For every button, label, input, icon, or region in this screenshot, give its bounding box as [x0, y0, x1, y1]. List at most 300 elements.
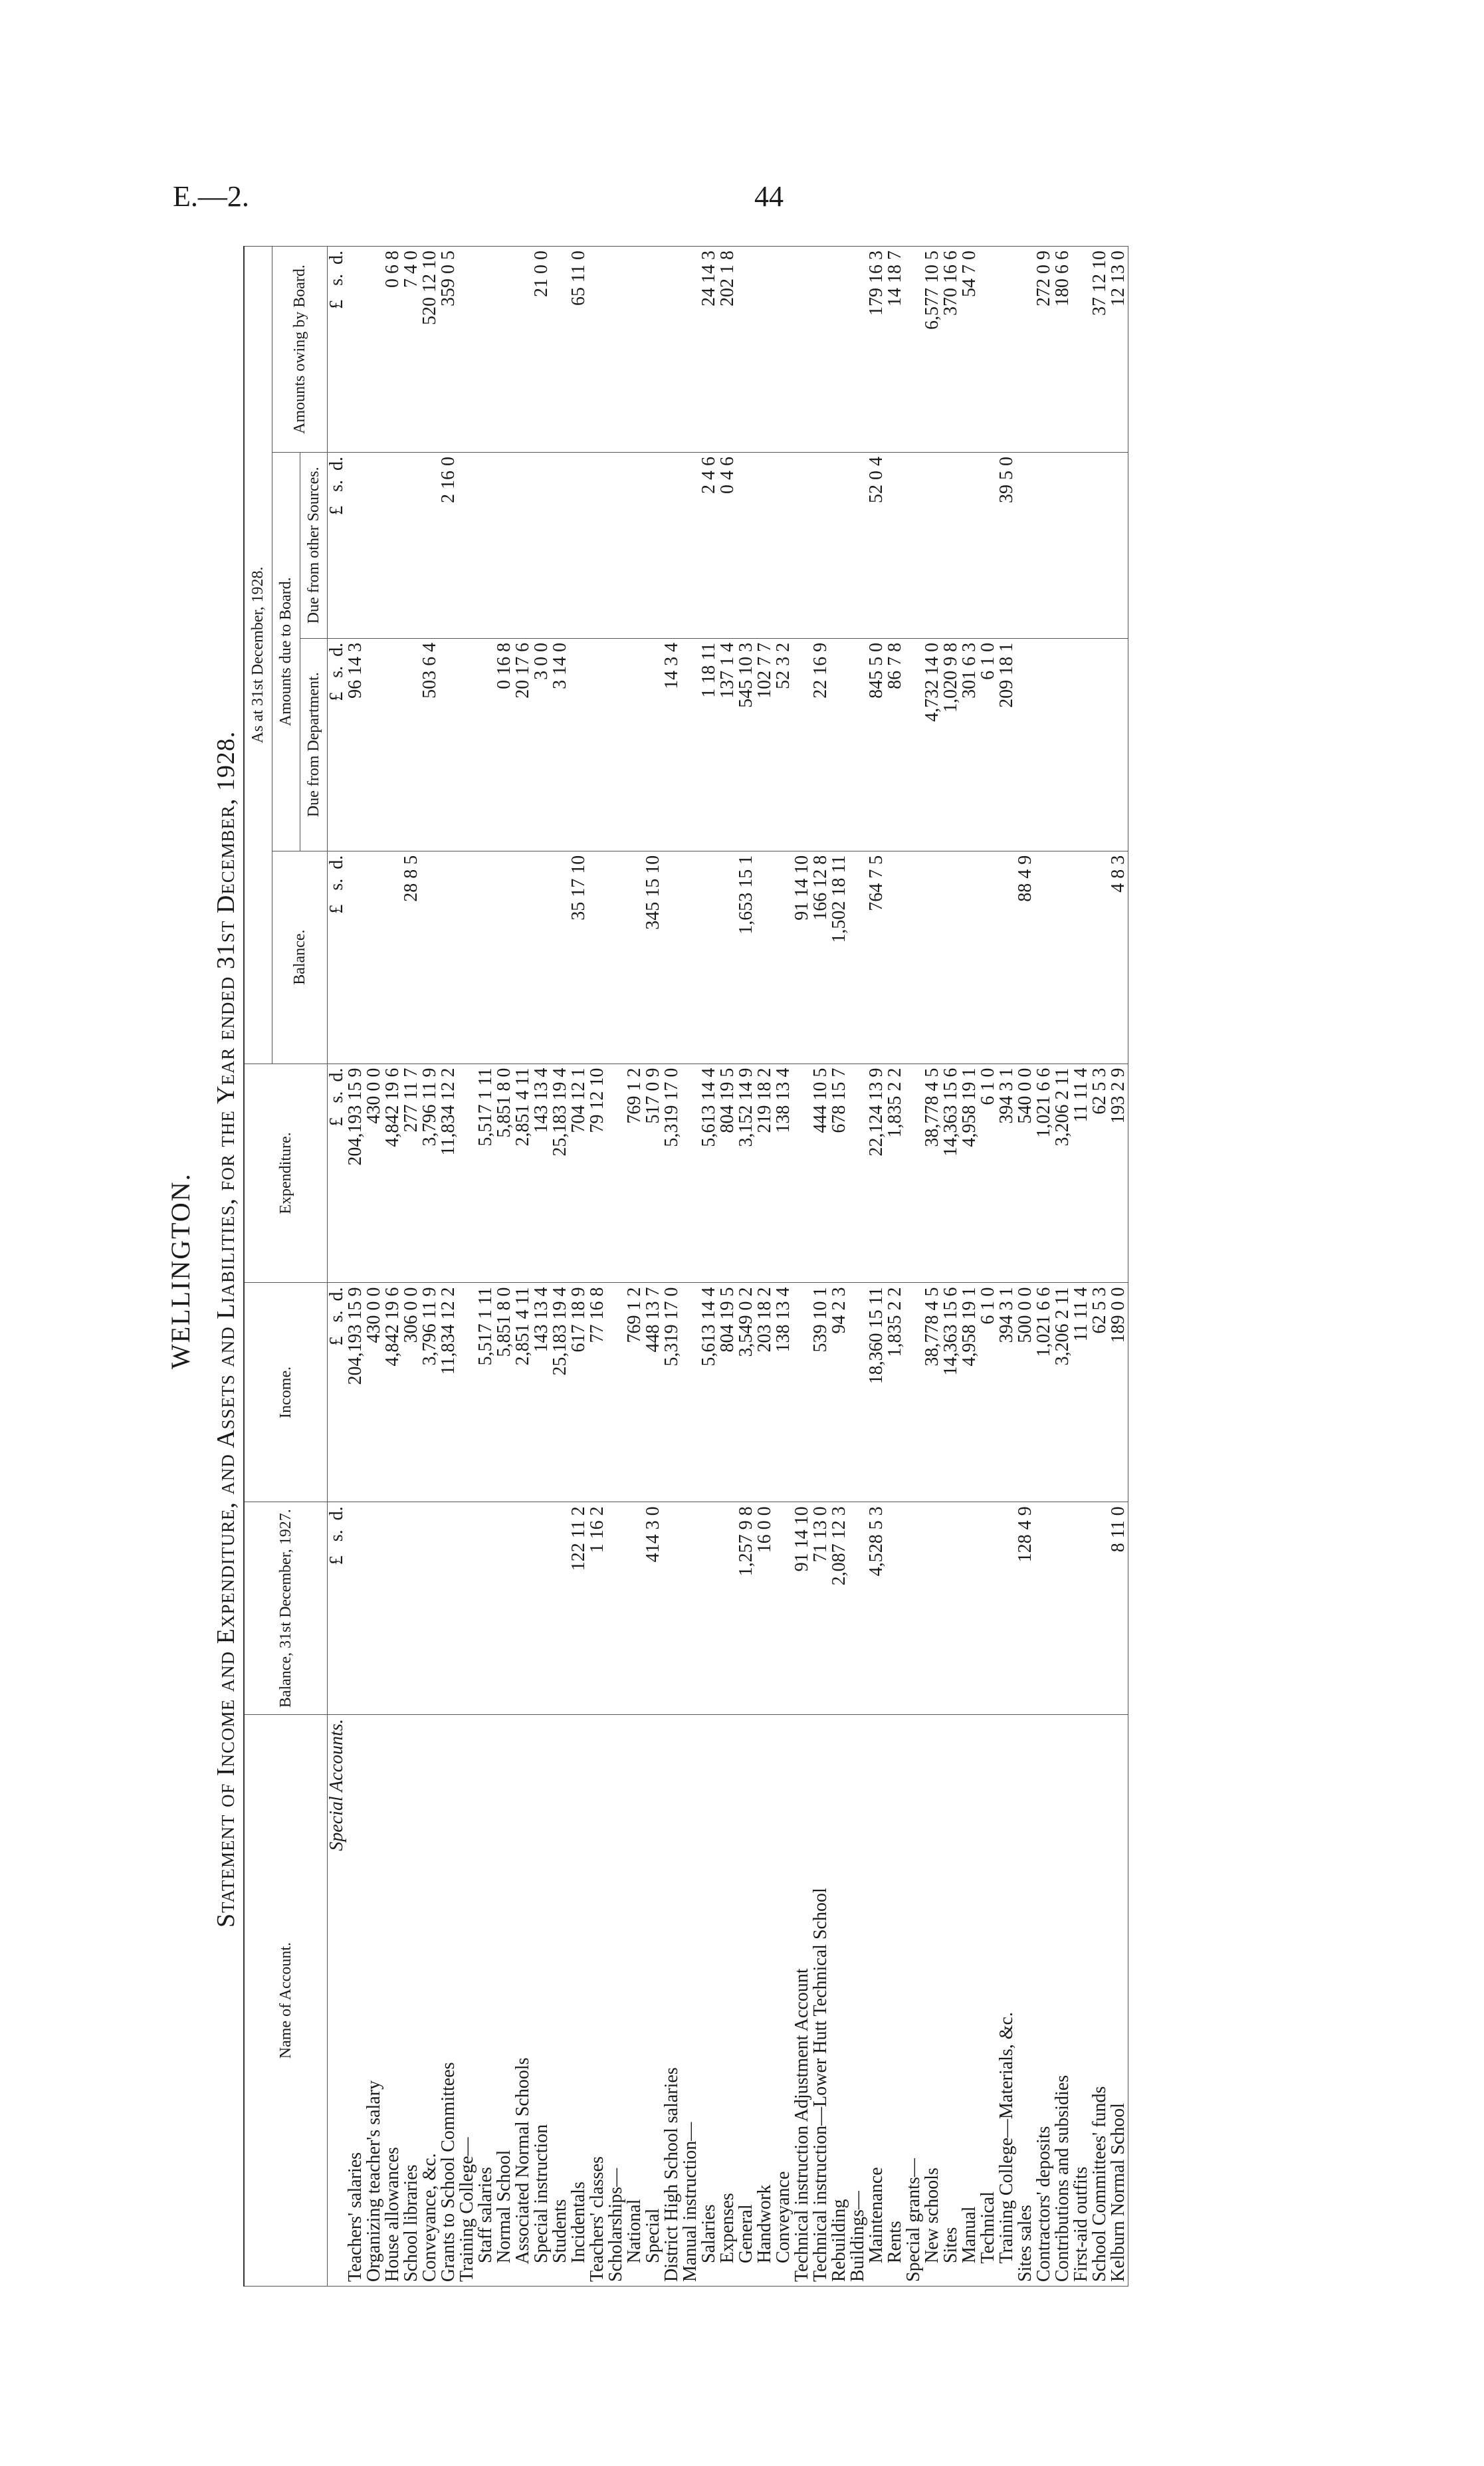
amount-cell-b27 [551, 1502, 570, 1715]
amount-cell-owe [793, 247, 811, 453]
amount-cell-owe: 65 11 0 [570, 247, 588, 453]
amount-cell-dep [365, 638, 383, 851]
amount-cell-owe [1016, 247, 1035, 453]
col-balance-header: Balance. [272, 851, 328, 1064]
amount-cell-b27 [607, 1502, 625, 1715]
amount-cell-inc: 539 10 1 [811, 1283, 830, 1502]
amount-cell-owe [998, 247, 1016, 453]
amount-cell-inc: 14,363 15 6 [942, 1283, 960, 1502]
account-name: District High School salaries [663, 1715, 681, 2287]
amount-cell-b27: 16 0 0 [756, 1502, 774, 1715]
amount-cell-bal [960, 851, 979, 1064]
account-name: Training College—Materials, &c. [998, 1715, 1016, 2287]
amount-cell-oth [1035, 452, 1053, 638]
table-row [979, 247, 998, 2287]
amount-cell-owe [644, 247, 663, 453]
amount-cell-b27 [1053, 1502, 1072, 1715]
amount-cell-owe [681, 247, 700, 453]
amount-cell-b27 [458, 1502, 477, 1715]
amount-cell-b27 [998, 1502, 1016, 1715]
unit-cell: £ s. d. [328, 851, 347, 1064]
amount-cell-exp: 204,193 15 9 [346, 1064, 365, 1283]
accounts-table [243, 246, 1128, 2287]
amount-cell-bal [1091, 851, 1109, 1064]
table-row [402, 247, 421, 2287]
amount-cell-inc: 4,958 19 1 [960, 1283, 979, 1502]
page-header-left: E.—2. [173, 180, 249, 213]
amount-cell-exp: 2,851 4 11 [514, 1064, 532, 1283]
amount-cell-owe [607, 247, 625, 453]
account-name: Special [644, 1715, 663, 2287]
amount-cell-owe [811, 247, 830, 453]
amount-cell-exp [458, 1064, 477, 1283]
amount-cell-oth [514, 452, 532, 638]
amount-cell-bal [904, 851, 923, 1064]
amount-cell-exp: 11 11 4 [1072, 1064, 1091, 1283]
amount-cell-bal [365, 851, 383, 1064]
amount-cell-inc [607, 1283, 625, 1502]
amount-cell-b27 [1072, 1502, 1091, 1715]
amount-cell-bal [663, 851, 681, 1064]
account-name: Kelburn Normal School [1109, 1715, 1128, 2287]
table-row [904, 247, 923, 2287]
amount-cell-bal [439, 851, 458, 1064]
amount-cell-exp: 62 5 3 [1091, 1064, 1109, 1283]
amount-cell-oth [960, 452, 979, 638]
amount-cell-b27 [421, 1502, 439, 1715]
account-name: School Committees' funds [1091, 1715, 1109, 2287]
amount-cell-exp: 277 11 7 [402, 1064, 421, 1283]
amount-cell-exp: 517 0 9 [644, 1064, 663, 1283]
amount-cell-b27 [886, 1502, 904, 1715]
amount-cell-bal [1053, 851, 1072, 1064]
amount-cell-b27 [718, 1502, 737, 1715]
amount-cell-owe [904, 247, 923, 453]
units-row [328, 247, 347, 2287]
col-income-header: Income. [244, 1283, 328, 1502]
amount-cell-bal [1035, 851, 1053, 1064]
amount-cell-oth [607, 452, 625, 638]
account-name: National [625, 1715, 644, 2287]
account-name: Associated Normal Schools [514, 1715, 532, 2287]
account-name: Rents [886, 1715, 904, 2287]
amount-cell-exp [607, 1064, 625, 1283]
amount-cell-bal: 345 15 10 [644, 851, 663, 1064]
table-row [421, 247, 439, 2287]
amount-cell-oth [625, 452, 644, 638]
amount-cell-bal [625, 851, 644, 1064]
amount-cell-exp: 804 19 5 [718, 1064, 737, 1283]
account-name: Expenses [718, 1715, 737, 2287]
amount-cell-bal: 88 4 9 [1016, 851, 1035, 1064]
amount-cell-bal [458, 851, 477, 1064]
amount-cell-dep: 503 6 4 [421, 638, 439, 851]
amount-cell-bal [700, 851, 718, 1064]
amount-cell-bal [551, 851, 570, 1064]
amount-cell-oth [402, 452, 421, 638]
amount-cell-owe: 0 6 8 [383, 247, 402, 453]
amount-cell-inc: 94 2 3 [830, 1283, 849, 1502]
amount-cell-dep: 14 3 4 [663, 638, 681, 851]
table-row [532, 247, 551, 2287]
amount-cell-exp: 4,842 19 6 [383, 1064, 402, 1283]
amount-cell-oth [663, 452, 681, 638]
amount-cell-dep [849, 638, 867, 851]
amount-cell-owe [1072, 247, 1091, 453]
amount-cell-exp: 5,851 8 0 [495, 1064, 514, 1283]
amount-cell-owe [514, 247, 532, 453]
amount-cell-inc: 5,319 17 0 [663, 1283, 681, 1502]
amount-cell-owe: 272 0 9 [1035, 247, 1053, 453]
amount-cell-bal [998, 851, 1016, 1064]
unit-cell: £ s. d. [328, 1283, 347, 1502]
amount-cell-dep: 0 16 8 [495, 638, 514, 851]
amount-cell-oth [532, 452, 551, 638]
amount-cell-bal: 764 7 5 [867, 851, 886, 1064]
amount-cell-b27 [532, 1502, 551, 1715]
amount-cell-dep [588, 638, 607, 851]
amount-cell-dep [439, 638, 458, 851]
amount-cell-inc: 804 19 5 [718, 1283, 737, 1502]
amount-cell-inc: 62 5 3 [1091, 1283, 1109, 1502]
table-row [718, 247, 737, 2287]
amount-cell-owe [551, 247, 570, 453]
accounts-table-rotated [243, 246, 1323, 2287]
amount-cell-oth: 52 0 4 [867, 452, 886, 638]
table-row [942, 247, 960, 2287]
amount-cell-bal [607, 851, 625, 1064]
amount-cell-owe [477, 247, 495, 453]
account-name: Scholarships— [607, 1715, 625, 2287]
amount-cell-inc [681, 1283, 700, 1502]
amount-cell-bal [1072, 851, 1091, 1064]
amount-cell-exp: 1,835 2 2 [886, 1064, 904, 1283]
table-row [774, 247, 793, 2287]
amount-cell-inc [904, 1283, 923, 1502]
amount-cell-b27 [346, 1502, 365, 1715]
amount-cell-exp: 3,152 14 9 [737, 1064, 756, 1283]
amount-cell-exp: 1,021 6 6 [1035, 1064, 1053, 1283]
amount-cell-bal [514, 851, 532, 1064]
table-row [477, 247, 495, 2287]
amount-cell-dep: 545 10 3 [737, 638, 756, 851]
amount-cell-b27: 2,087 12 3 [830, 1502, 849, 1715]
amount-cell-inc: 6 1 0 [979, 1283, 998, 1502]
amount-cell-dep [1109, 638, 1128, 851]
amount-cell-dep: 4,732 14 0 [923, 638, 942, 851]
amount-cell-exp: 11,834 12 2 [439, 1064, 458, 1283]
amount-cell-exp [793, 1064, 811, 1283]
amount-cell-inc: 5,517 1 11 [477, 1283, 495, 1502]
amount-cell-oth [1053, 452, 1072, 638]
amount-cell-exp: 540 0 0 [1016, 1064, 1035, 1283]
amount-cell-owe: 359 0 5 [439, 247, 458, 453]
amount-cell-exp: 704 12 1 [570, 1064, 588, 1283]
amount-cell-b27 [495, 1502, 514, 1715]
unit-cell: £ s. d. [328, 247, 347, 453]
amount-cell-owe: 12 13 0 [1109, 247, 1128, 453]
amount-cell-dep [644, 638, 663, 851]
amount-cell-b27 [960, 1502, 979, 1715]
table-row [1035, 247, 1053, 2287]
amount-cell-oth [1072, 452, 1091, 638]
amount-cell-owe [458, 247, 477, 453]
amount-cell-bal [421, 851, 439, 1064]
table-row [495, 247, 514, 2287]
amount-cell-oth [1016, 452, 1035, 638]
table-row [1016, 247, 1035, 2287]
amount-cell-b27: 128 4 9 [1016, 1502, 1035, 1715]
amount-cell-inc: 5,613 14 4 [700, 1283, 718, 1502]
amount-cell-oth [923, 452, 942, 638]
amount-cell-dep: 3 14 0 [551, 638, 570, 851]
amount-cell-dep [1035, 638, 1053, 851]
amount-cell-inc: 77 16 8 [588, 1283, 607, 1502]
amount-cell-inc: 38,778 4 5 [923, 1283, 942, 1502]
table-row [1091, 247, 1109, 2287]
amount-cell-b27 [979, 1502, 998, 1715]
amount-cell-inc: 500 0 0 [1016, 1283, 1035, 1502]
table-row [1053, 247, 1072, 2287]
amount-cell-oth [588, 452, 607, 638]
amount-cell-dep: 22 16 9 [811, 638, 830, 851]
amount-cell-oth [811, 452, 830, 638]
amount-cell-oth [1091, 452, 1109, 638]
account-name: Grants to School Committees [439, 1715, 458, 2287]
amount-cell-inc: 204,193 15 9 [346, 1283, 365, 1502]
amount-cell-owe: 37 12 10 [1091, 247, 1109, 453]
amount-cell-owe [346, 247, 365, 453]
amount-cell-b27: 91 14 10 [793, 1502, 811, 1715]
amount-cell-b27 [477, 1502, 495, 1715]
table-row [681, 247, 700, 2287]
amount-cell-owe [979, 247, 998, 453]
amount-cell-exp: 444 10 5 [811, 1064, 830, 1283]
amount-cell-bal [849, 851, 867, 1064]
amount-cell-oth [737, 452, 756, 638]
amount-cell-dep: 102 7 7 [756, 638, 774, 851]
table-row [551, 247, 570, 2287]
amount-cell-dep [830, 638, 849, 851]
amount-cell-exp: 5,613 14 4 [700, 1064, 718, 1283]
table-row [458, 247, 477, 2287]
amount-cell-b27 [439, 1502, 458, 1715]
amount-cell-inc: 143 13 4 [532, 1283, 551, 1502]
amount-cell-b27 [774, 1502, 793, 1715]
amount-cell-owe [495, 247, 514, 453]
amount-cell-dep: 20 17 6 [514, 638, 532, 851]
amount-cell-b27 [942, 1502, 960, 1715]
account-name: Technical instruction Adjustment Account [793, 1715, 811, 2287]
amount-cell-owe: 7 4 0 [402, 247, 421, 453]
amount-cell-inc: 189 0 0 [1109, 1283, 1128, 1502]
amount-cell-exp: 3,206 2 11 [1053, 1064, 1072, 1283]
amount-cell-oth [979, 452, 998, 638]
amount-cell-dep [625, 638, 644, 851]
amount-cell-bal [923, 851, 942, 1064]
amount-cell-exp: 193 2 9 [1109, 1064, 1128, 1283]
account-name: Special instruction [532, 1715, 551, 2287]
amount-cell-exp: 3,796 11 9 [421, 1064, 439, 1283]
account-name: Staff salaries [477, 1715, 495, 2287]
amount-cell-b27 [923, 1502, 942, 1715]
table-row [867, 247, 886, 2287]
amount-cell-bal: 28 8 5 [402, 851, 421, 1064]
amount-cell-bal [774, 851, 793, 1064]
amount-cell-owe [625, 247, 644, 453]
table-row [439, 247, 458, 2287]
amount-cell-exp: 394 3 1 [998, 1064, 1016, 1283]
amount-cell-inc: 617 18 9 [570, 1283, 588, 1502]
amount-cell-dep [570, 638, 588, 851]
table-row [663, 247, 681, 2287]
amount-cell-inc: 769 1 2 [625, 1283, 644, 1502]
amount-cell-inc: 203 18 2 [756, 1283, 774, 1502]
amount-cell-exp: 38,778 4 5 [923, 1064, 942, 1283]
amount-cell-exp: 79 12 10 [588, 1064, 607, 1283]
amount-cell-exp: 5,517 1 11 [477, 1064, 495, 1283]
amount-cell-inc: 430 0 0 [365, 1283, 383, 1502]
amount-cell-dep: 3 0 0 [532, 638, 551, 851]
account-name: Teachers' classes [588, 1715, 607, 2287]
amount-cell-bal: 166 12 8 [811, 851, 830, 1064]
table-row [793, 247, 811, 2287]
amount-cell-exp: 143 13 4 [532, 1064, 551, 1283]
amount-cell-bal: 91 14 10 [793, 851, 811, 1064]
amount-cell-dep [402, 638, 421, 851]
amount-cell-dep: 137 1 4 [718, 638, 737, 851]
amount-cell-inc [849, 1283, 867, 1502]
col-owing-header: Amounts owing by Board. [272, 247, 328, 453]
amount-cell-oth [849, 452, 867, 638]
amount-cell-owe [849, 247, 867, 453]
amount-cell-b27 [700, 1502, 718, 1715]
amount-cell-b27: 414 3 0 [644, 1502, 663, 1715]
amount-cell-dep: 86 7 8 [886, 638, 904, 851]
account-name: Manual [960, 1715, 979, 2287]
table-row [700, 247, 718, 2287]
account-name: Conveyance, &c. [421, 1715, 439, 2287]
account-name: Contractors' deposits [1035, 1715, 1053, 2287]
col-as-at-header: As at 31st December, 1928. [244, 247, 272, 1064]
amount-cell-bal [979, 851, 998, 1064]
amount-cell-oth [477, 452, 495, 638]
amount-cell-exp: 138 13 4 [774, 1064, 793, 1283]
amount-cell-owe [830, 247, 849, 453]
table-row [514, 247, 532, 2287]
amount-cell-oth [383, 452, 402, 638]
amount-cell-owe: 24 14 3 [700, 247, 718, 453]
amount-cell-exp [849, 1064, 867, 1283]
amount-cell-exp: 14,363 15 6 [942, 1064, 960, 1283]
amount-cell-dep [1016, 638, 1035, 851]
amount-cell-bal [681, 851, 700, 1064]
amount-cell-b27 [402, 1502, 421, 1715]
account-name: First-aid outfits [1072, 1715, 1091, 2287]
amount-cell-oth [495, 452, 514, 638]
account-name: Manual instruction— [681, 1715, 700, 2287]
amount-cell-owe: 14 18 7 [886, 247, 904, 453]
table-row [588, 247, 607, 2287]
col-name-header: Name of Account. [244, 1715, 328, 2287]
amount-cell-dep: 6 1 0 [979, 638, 998, 851]
table-row [886, 247, 904, 2287]
account-name: Organizing teacher's salary [365, 1715, 383, 2287]
amount-cell-oth [570, 452, 588, 638]
amount-cell-dep: 209 18 1 [998, 638, 1016, 851]
col-due-other-header: Due from other Sources. [300, 452, 328, 638]
amount-cell-b27 [1035, 1502, 1053, 1715]
section-label: Special Accounts. [328, 1715, 347, 2287]
amount-cell-owe [756, 247, 774, 453]
amount-cell-b27 [365, 1502, 383, 1715]
amount-cell-oth [421, 452, 439, 638]
account-name: Technical instruction—Lower Hutt Technical School [811, 1715, 830, 2287]
amount-cell-dep: 1,020 9 8 [942, 638, 960, 851]
amount-cell-oth [904, 452, 923, 638]
amount-cell-dep [1053, 638, 1072, 851]
account-name: House allowances [383, 1715, 402, 2287]
amount-cell-dep [477, 638, 495, 851]
table-row [1109, 247, 1128, 2287]
table-row [849, 247, 867, 2287]
account-name: Normal School [495, 1715, 514, 2287]
region-title: WELLINGTON. [165, 1173, 195, 1369]
account-name: General [737, 1715, 756, 2287]
table-row [811, 247, 830, 2287]
amount-cell-dep: 301 6 3 [960, 638, 979, 851]
amount-cell-b27 [625, 1502, 644, 1715]
col-expenditure-header: Expenditure. [244, 1064, 328, 1283]
account-name: Special grants— [904, 1715, 923, 2287]
amount-cell-owe: 179 16 3 [867, 247, 886, 453]
amount-cell-bal [383, 851, 402, 1064]
amount-cell-bal [477, 851, 495, 1064]
table-row [383, 247, 402, 2287]
account-name: School libraries [402, 1715, 421, 2287]
amount-cell-dep [458, 638, 477, 851]
amount-cell-b27: 122 11 2 [570, 1502, 588, 1715]
table-row [644, 247, 663, 2287]
amount-cell-oth [1109, 452, 1128, 638]
amount-cell-exp: 678 15 7 [830, 1064, 849, 1283]
amount-cell-exp: 6 1 0 [979, 1064, 998, 1283]
amount-cell-inc: 394 3 1 [998, 1283, 1016, 1502]
unit-cell: £ s. d. [328, 452, 347, 638]
amount-cell-inc: 448 13 7 [644, 1283, 663, 1502]
account-name: Contributions and subsidies [1053, 1715, 1072, 2287]
amount-cell-oth [793, 452, 811, 638]
unit-cell: £ s. d. [328, 1502, 347, 1715]
amount-cell-oth [830, 452, 849, 638]
amount-cell-bal: 4 8 3 [1109, 851, 1128, 1064]
table-row [1072, 247, 1091, 2287]
amount-cell-oth [551, 452, 570, 638]
amount-cell-exp: 5,319 17 0 [663, 1064, 681, 1283]
amount-cell-oth [644, 452, 663, 638]
amount-cell-dep [1072, 638, 1091, 851]
account-name: Teachers' salaries [346, 1715, 365, 2287]
amount-cell-bal [756, 851, 774, 1064]
amount-cell-inc: 138 13 4 [774, 1283, 793, 1502]
table-row [607, 247, 625, 2287]
table-row [625, 247, 644, 2287]
account-name: Sites [942, 1715, 960, 2287]
amount-cell-b27 [383, 1502, 402, 1715]
amount-cell-oth [942, 452, 960, 638]
amount-cell-b27: 71 13 0 [811, 1502, 830, 1715]
amount-cell-owe: 21 0 0 [532, 247, 551, 453]
